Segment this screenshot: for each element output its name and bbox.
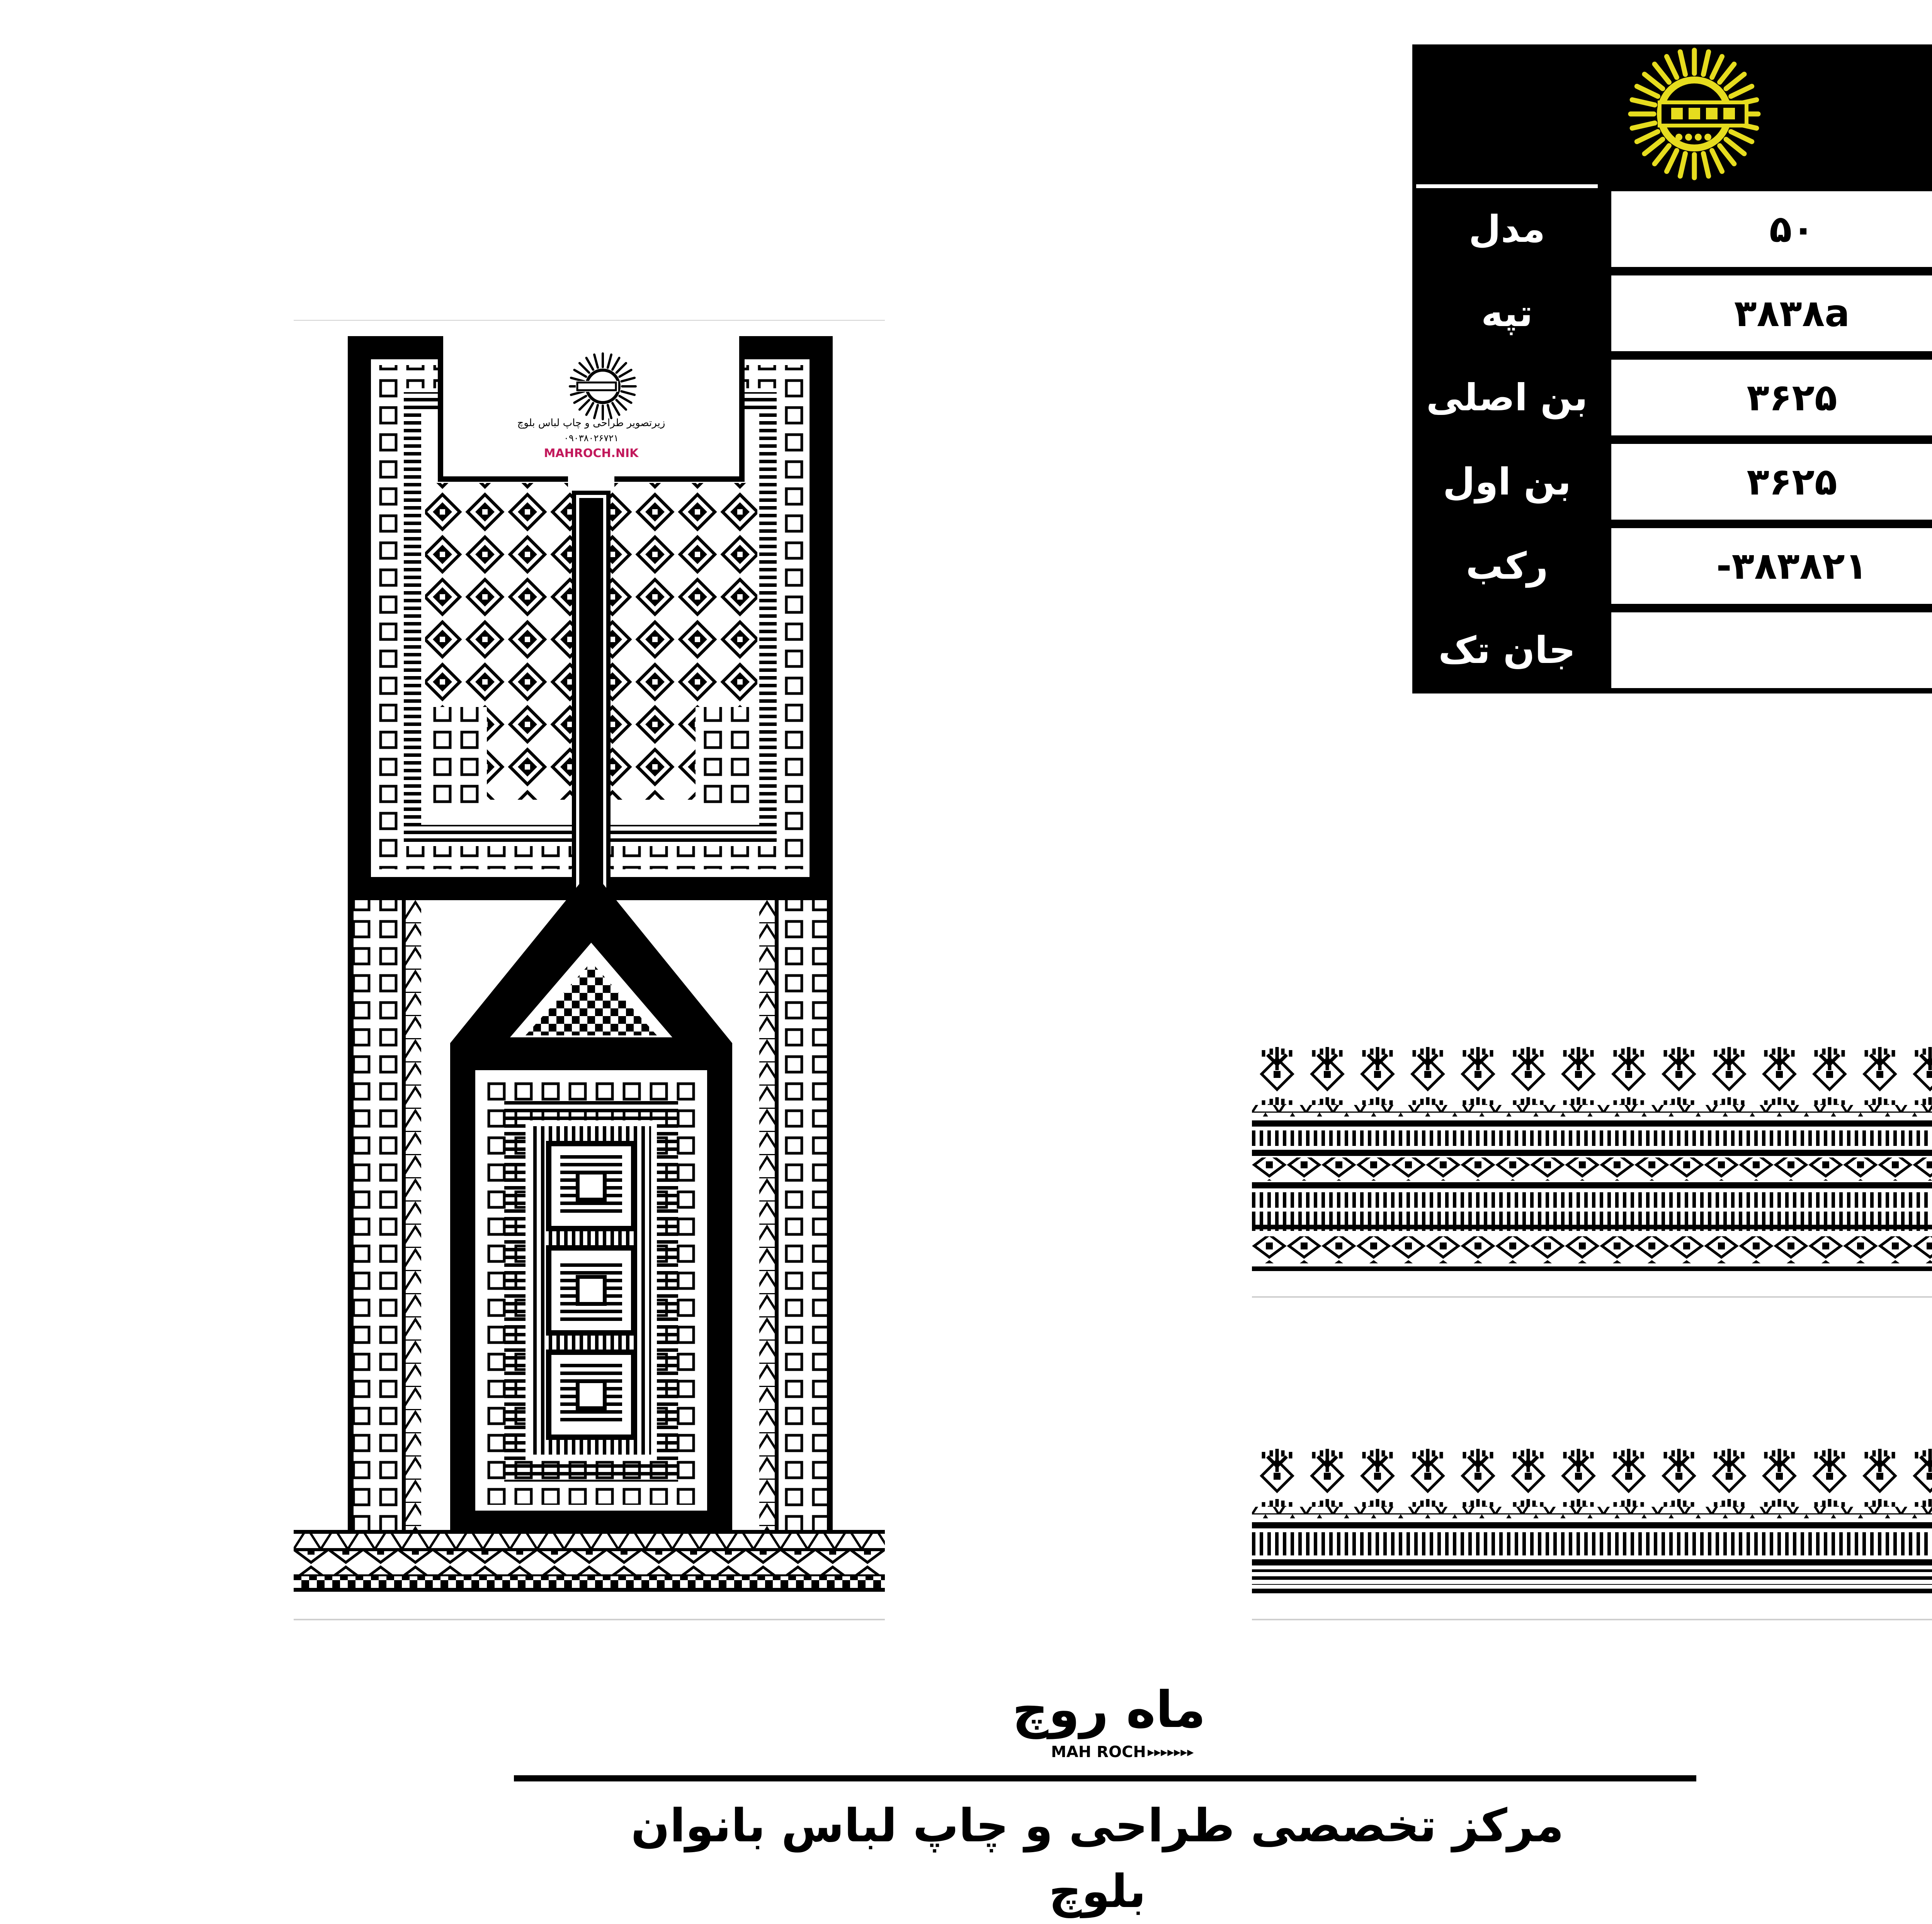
spec-value: ۳۶۲۵ — [1611, 444, 1932, 520]
spec-label: رکب — [1416, 528, 1598, 604]
garment-pattern-panel — [294, 321, 885, 1619]
footer-brand-en: MAH ROCH — [1051, 1743, 1146, 1761]
neck-label-line2: ۰۹۰۳۸۰۲۶۷۲۱ — [564, 433, 619, 444]
neck-label-instagram: MAHROCH.NIK — [544, 447, 639, 460]
spec-table-header — [1412, 44, 1932, 188]
panel-bottom-rule — [294, 1619, 885, 1620]
embroidery-pattern-graphic — [294, 321, 885, 1619]
spec-value: ۳۸۳۸a — [1611, 275, 1932, 351]
spec-row-model — [1412, 188, 1932, 272]
strip-bottom-rule — [1252, 1619, 1932, 1620]
footer-rule — [514, 1775, 1696, 1781]
spec-value — [1611, 612, 1932, 688]
spec-value: ۵۰ — [1611, 191, 1932, 267]
spec-value: ۳۶۲۵ — [1611, 360, 1932, 435]
spec-table — [1412, 44, 1932, 693]
spec-row-sleeve — [1412, 525, 1932, 609]
border-strip-bottom-graphic — [1252, 1445, 1932, 1599]
strip-divider — [1252, 1296, 1932, 1298]
border-strip-bottom — [1252, 1445, 1932, 1599]
spec-label: بن اصلی — [1416, 360, 1598, 435]
border-strip-top — [1252, 1043, 1932, 1275]
border-strip-top-graphic — [1252, 1043, 1932, 1275]
footer-brand-arrows: ▸▸▸▸▸▸▸ — [1148, 1744, 1194, 1760]
spec-label: مدل — [1416, 191, 1598, 267]
footer-tagline: مرکز تخصصی طراحی و چاپ لباس بانوان بلوچ — [631, 1799, 1564, 1918]
neck-label-sun-logo — [570, 354, 636, 419]
spec-label: بن اول — [1416, 444, 1598, 520]
spec-label: جان تک — [1416, 612, 1598, 688]
footer-brand-fa: ماه روچ — [1012, 1680, 1206, 1739]
spec-value: -۳۸۳۸۲۱ — [1611, 528, 1932, 604]
spec-label: تپه — [1416, 275, 1598, 351]
sun-logo-icon — [1412, 44, 1932, 188]
spec-row-single-piece — [1412, 609, 1932, 693]
spec-row-tape — [1412, 272, 1932, 357]
spec-row-first-base — [1412, 441, 1932, 525]
neck-label-line1: زیرتصویر طراحی و چاپ لباس بلوچ — [517, 417, 665, 429]
spec-row-main-base — [1412, 357, 1932, 441]
footer-brand-logo — [974, 1681, 1244, 1769]
